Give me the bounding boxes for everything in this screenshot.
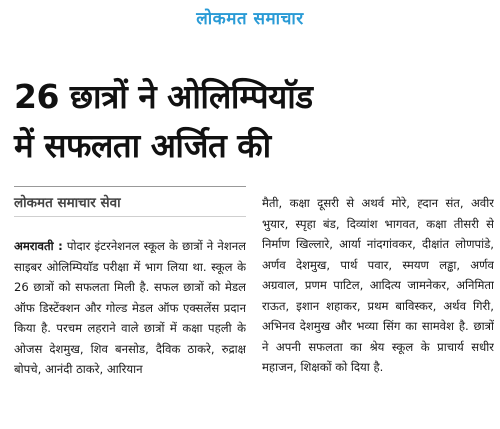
- article-dateline: अमरावती :: [14, 239, 63, 253]
- byline-bottom-rule: [14, 216, 246, 217]
- article-byline: लोकमत समाचार सेवा: [14, 195, 121, 211]
- article-headline: [14, 72, 494, 170]
- article-column-left: [14, 236, 246, 426]
- article-body-left: पोदार इंटरनेशनल स्कूल के छात्रों ने नेशनल साइबर ओलिम्पियाॅड परीक्षा में भाग लिया था. स्कूल के 26 छात्रों को सफलता मिली है. सफल छात्रों को मेडल ऑफ डिस्टेंक्शन और गोल्ड मेडल ऑफ एक्सलेंस प्रदान किया है. परचम लहराने वाले छात्रों में कक्षा पहली के ओजस देशमुख, शिव बनसोड, दैविक ठाकरे, रुद्राक्ष बोपचे, आनंदी ठाकरे, आरियान: [14, 239, 246, 376]
- article-column-right: [262, 193, 494, 425]
- headline-line-2: में सफलता अर्जित की: [14, 126, 271, 165]
- article-body-right: मैती, कक्षा दूसरी से अथर्व मोरे, ह्दान संत, अवीर भुयार, स्पृहा बंड, दिव्यांश भागवत, कक्षा तीसरी से निर्माण खिल्लारे, आर्या नांदगांवकर, दीक्षांत लोणपांडे, अर्णव देशमुख, पार्थ पवार, स्मयण लड्ढा, अर्णव अग्रवाल, प्रणम पाटिल, आदित्य जामनेकर, अनिमिता राऊत, इशान शहाकर, प्रथम बाविस्कर, अर्थव गिरी, अभिनव देशमुख और भव्या सिंग का सामवेश है. छात्रों ने अपनी सफलता का श्रेय स्कूल के प्राचार्य सधीर महाजन, शिक्षकों को दिया है.: [262, 196, 494, 374]
- newspaper-masthead: लोकमत समाचार: [196, 9, 304, 29]
- byline-top-rule: [14, 186, 246, 187]
- headline-line-1: 26 छात्रों ने ओलिम्पियाॅड: [14, 77, 313, 116]
